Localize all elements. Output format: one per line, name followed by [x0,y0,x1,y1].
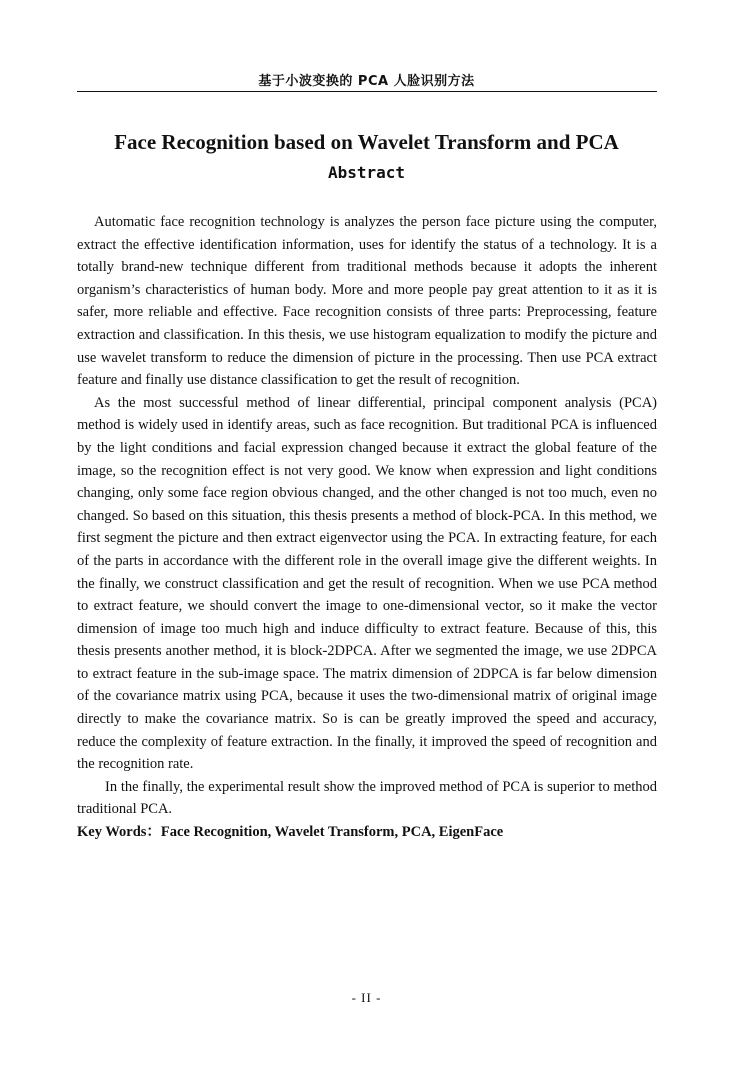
abstract-heading: Abstract [327,163,406,182]
abstract-body [77,211,657,844]
abstract-paragraph-2: As the most successful method of linear differential, principal component analysis (PCA) method is widely used in identify areas, such as face recognition. But traditional PCA is influenced by the light conditions and facial expression changed because it extract the global feature of the image, so the recognition effect is not very good. We know when expression and light conditions changing, only some face region obvious changed, and the other changed is not too much, even no changed. So based on this situation, this thesis presents a method of block-PCA. In this method, we first segment the picture and then extract eigenvector using the PCA. In extracting feature, for each of the parts in accordance with the different role in the overall image give the different weights. In the finally, we construct classification and get the result of recognition. When we use PCA method to extract feature, we should convert the image to one-dimensional vector, so it make the vector dimension of image too much high and induce difficulty to extract feature. Because of this, this thesis presents another method, it is block-2DPCA. After we segmented the image, we use 2DPCA to extract feature in the sub-image space. The matrix dimension of 2DPCA is far below dimension of the covariance matrix using PCA, because it uses the two-dimensional matrix of original image directly to make the covariance matrix. So is can be greatly improved the speed and accuracy, reduce the complexity of feature extraction. In the finally, it improved the speed of recognition and the recognition rate. [77,394,657,773]
abstract-paragraph-3: In the finally, the experimental result show the improved method of PCA is superior to method traditional PCA. [77,778,657,818]
abstract-paragraph-1: Automatic face recognition technology is analyzes the person face picture using the computer, extract the effective identification information, uses for identify the status of a technology. It is a totally brand-new technique different from traditional methods because it adopts the inherent organism’s characteristics of human body. More and more people pay great attention to it as it is safer, more reliable and effective. Face recognition consists of three parts: Preprocessing, feature extraction and classification. In this thesis, we use histogram equalization to modify the picture and use wavelet transform to reduce the dimension of picture in the processing. Then use PCA extract feature and finally use distance classification to get the result of recognition. [77,214,657,389]
header-rule [77,91,657,92]
running-header-title: 基于小波变换的 PCA 人脸识别方法 [258,74,475,89]
page-number: - II - [351,990,382,1005]
paper-title: Face Recognition based on Wavelet Transform and PCA [114,130,619,154]
keywords-line: Key Words：Face Recognition, Wavelet Transform, PCA, EigenFace [77,824,504,841]
